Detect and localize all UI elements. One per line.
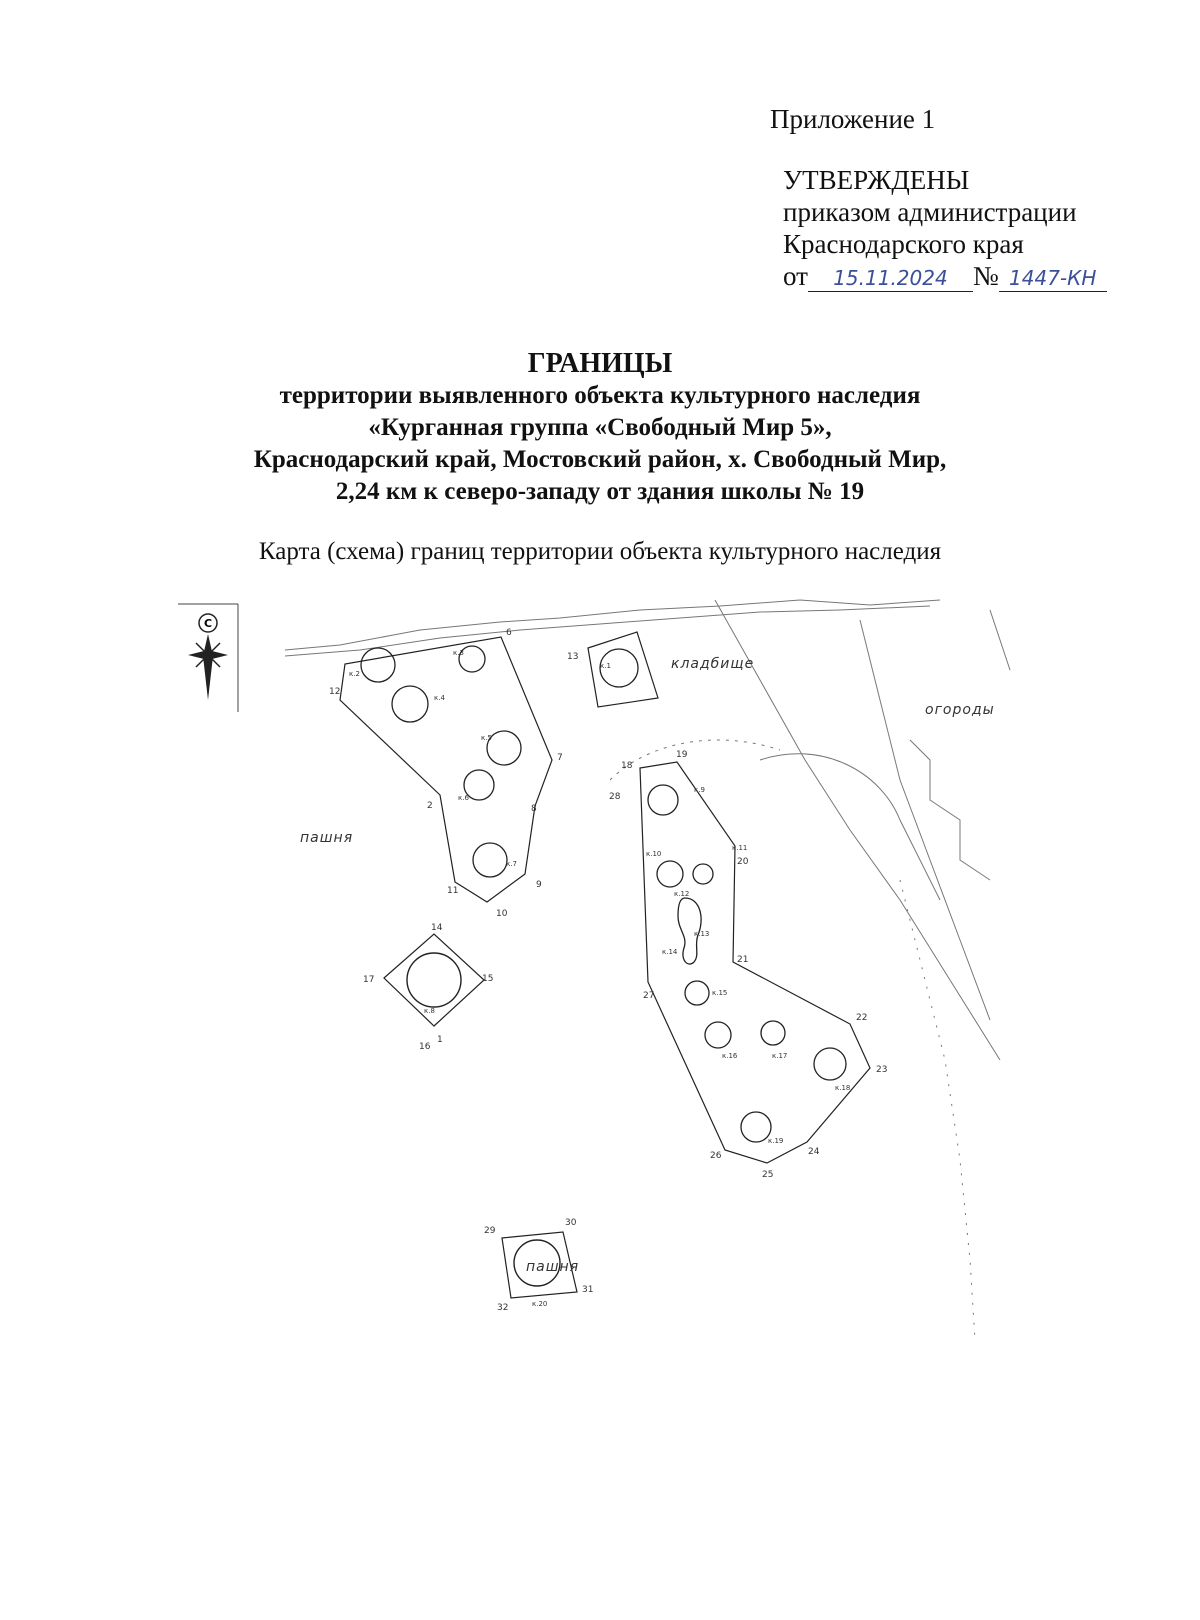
label-field-2: пашня <box>526 1259 580 1275</box>
mound-label: к.1 <box>600 662 611 670</box>
label-field-1: пашня <box>300 830 354 846</box>
label-cemetery: кладбище <box>671 656 755 672</box>
point-label: 31 <box>582 1285 594 1295</box>
point-label: 14 <box>431 923 443 933</box>
point-label: 30 <box>565 1218 577 1228</box>
mound-label: к.5 <box>481 734 492 742</box>
point-label: 25 <box>762 1170 774 1180</box>
title-line-4: 2,24 км к северо-западу от здания школы № 19 <box>335 478 865 505</box>
point-label: 13 <box>567 652 579 662</box>
appendix-label: Приложение 1 <box>770 104 936 134</box>
mound-label: к.13 <box>694 930 710 938</box>
point-label: 18 <box>621 761 633 771</box>
mound-label: к.10 <box>646 850 662 858</box>
point-label: 24 <box>808 1147 820 1157</box>
boundary-east-group <box>640 762 870 1163</box>
approved-line-1: приказом администрации <box>783 197 1077 227</box>
handwritten-number: 1447-КН <box>999 265 1107 292</box>
mound-label: к.17 <box>772 1052 788 1060</box>
boundary-north-group <box>340 637 552 902</box>
mound-label: к.2 <box>349 670 360 678</box>
mound-label: к.11 <box>732 844 748 852</box>
point-label: 20 <box>737 857 749 867</box>
title-main: ГРАНИЦЫ <box>527 348 673 379</box>
label-gardens: огороды <box>925 702 995 718</box>
compass-rose-icon <box>178 604 238 712</box>
point-label: 11 <box>447 886 459 896</box>
mound-label: к.15 <box>712 989 728 997</box>
point-label: 26 <box>710 1151 722 1161</box>
point-label: 1 <box>437 1035 443 1045</box>
point-label: 19 <box>676 750 688 760</box>
mound-label: к.6 <box>458 794 469 802</box>
mounds-north <box>361 646 521 877</box>
mound-labels <box>349 649 850 1308</box>
boundary-cemetery-square <box>588 632 658 707</box>
point-label: 8 <box>531 804 537 814</box>
mound-label: к.4 <box>434 694 445 702</box>
title-line-2: «Курганная группа «Свободный Мир 5», <box>368 414 832 441</box>
point-label: 32 <box>497 1303 509 1313</box>
point-label: 22 <box>856 1013 868 1023</box>
point-label: 16 <box>419 1042 431 1052</box>
point-label: 9 <box>536 880 542 890</box>
point-label: 6 <box>506 628 512 638</box>
point-label: 12 <box>329 687 341 697</box>
compass-north-letter: С <box>203 617 213 630</box>
approved-line-2: Краснодарского края <box>783 229 1024 259</box>
mound-label: к.16 <box>722 1052 738 1060</box>
date-prefix: от <box>783 261 808 291</box>
handwritten-date: 15.11.2024 <box>808 265 973 292</box>
point-label: 21 <box>737 955 749 965</box>
mound-label: к.7 <box>506 860 517 868</box>
point-label: 15 <box>482 974 494 984</box>
number-prefix: № <box>972 261 999 291</box>
approved-heading: УТВЕРЖДЕНЫ <box>783 165 970 195</box>
boundary-point-labels <box>329 628 887 1313</box>
mound-label: к.8 <box>424 1007 435 1015</box>
point-label: 27 <box>643 991 655 1001</box>
mound-label: к.19 <box>768 1137 784 1145</box>
mound-label: к.18 <box>835 1084 851 1092</box>
title-line-1: территории выявленного объекта культурного наследия <box>279 382 921 409</box>
point-label: 17 <box>363 975 375 985</box>
mound-label: к.12 <box>674 890 690 898</box>
point-label: 23 <box>876 1065 888 1075</box>
point-label: 29 <box>484 1226 496 1236</box>
title-line-3: Краснодарский край, Мостовский район, х. Свободный Мир, <box>253 446 947 473</box>
mound-label: к.20 <box>532 1300 548 1308</box>
mound-label: к.14 <box>662 948 678 956</box>
point-label: 7 <box>557 753 563 763</box>
mound-label: к.9 <box>694 786 705 794</box>
point-label: 10 <box>496 909 508 919</box>
mound-label: к.3 <box>453 649 464 657</box>
point-label: 28 <box>609 792 621 802</box>
point-label: 2 <box>427 801 433 811</box>
map-caption: Карта (схема) границ территории объекта культурного наследия <box>258 538 942 565</box>
